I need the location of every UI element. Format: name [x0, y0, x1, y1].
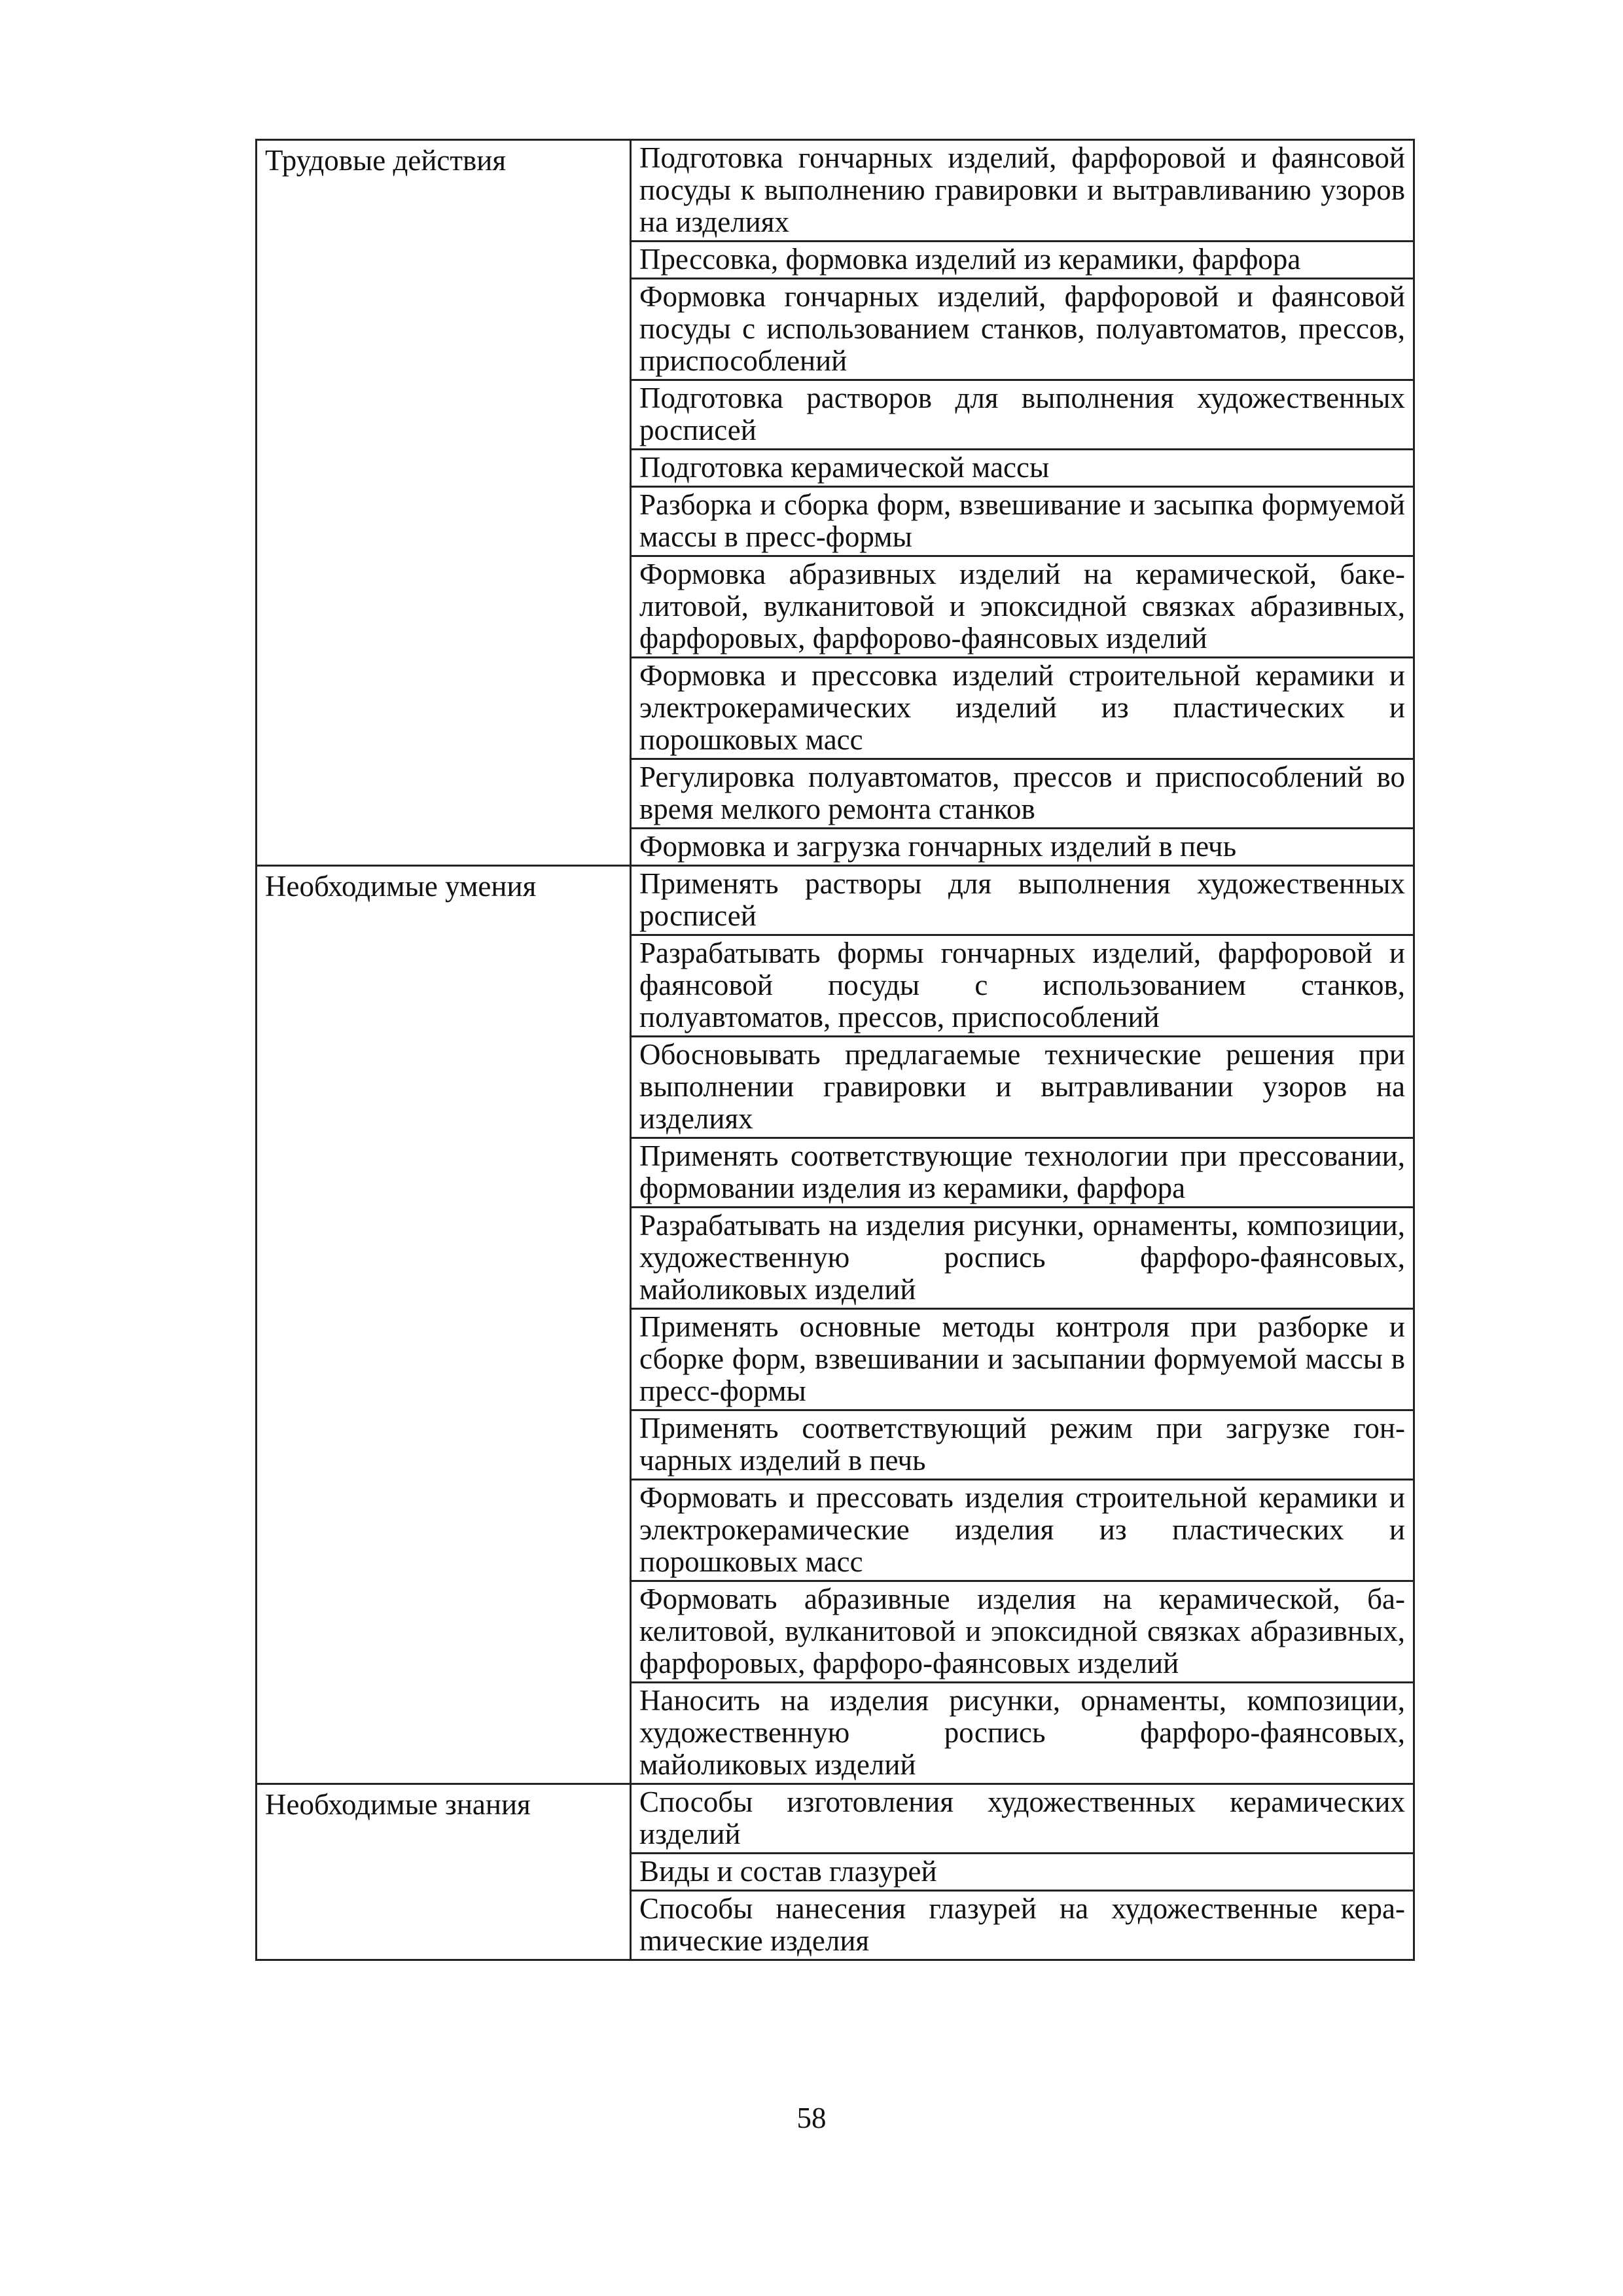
table-cell: Подготовка керамической массы	[631, 450, 1414, 487]
table-cell: Применять соответствующие технологии при прессовании, формовании изделия из керамики, фарфора	[631, 1138, 1414, 1208]
table-cell: Виды и состав глазурей	[631, 1854, 1414, 1891]
table-cell: Применять основные методы контроля при разборке и сборке форм, взвешивании и засыпании формуемой массы в пресс-формы	[631, 1309, 1414, 1410]
table-cell: Способы изготовления художественных керамических изделий	[631, 1784, 1414, 1854]
competency-table	[255, 139, 1415, 1961]
table-cell: Прессовка, формовка изделий из керамики, фарфора	[631, 242, 1414, 279]
table-cell: Применять соответствующий режим при загрузке гончарных изделий в печь	[631, 1410, 1414, 1480]
table-row	[257, 866, 1414, 935]
table-cell: Обосновывать предлагаемые технические решения при выполнении гравировки и вытравливании узоров на изделиях	[631, 1037, 1414, 1138]
table-cell: Формовать и прессовать изделия строительной керамики и электрокерамические изделия из пластических и порошковых масс	[631, 1480, 1414, 1581]
table-cell: Формовать абразивные изделия на керамической, бакелитовой, вулканитовой и эпоксидной связках абразивных, фарфоровых, фарфоро-фаянсовых изделий	[631, 1581, 1414, 1683]
table-cell: Формовка абразивных изделий на керамической, бакeлитовой, вулканитовой и эпоксидной связках абразивных, фарфоровых, фарфорово-фаянсовых изделий	[631, 556, 1414, 658]
table-cell: Подготовка растворов для выполнения художественных росписей	[631, 380, 1414, 450]
section-title-required-skills: Необходимые умения	[257, 866, 631, 1784]
table-cell: Способы нанесения глазурей на художественные кераmические изделия	[631, 1891, 1414, 1960]
table-cell: Формовка и загрузка гончарных изделий в печь	[631, 829, 1414, 866]
table-cell: Формовка и прессовка изделий строительной керамики и электрокерамических изделий из пластических и порошковых масс	[631, 658, 1414, 759]
table-cell: Разборка и сборка форм, взвешивание и засыпка формуемой массы в пресс-формы	[631, 487, 1414, 556]
section-title-labor-actions: Трудовые действия	[257, 140, 631, 866]
table-cell: Формовка гончарных изделий, фарфоровой и фаянсовой посуды с использованием станков, полуавтоматов, прессов, приспособлений	[631, 279, 1414, 380]
table-cell: Наносить на изделия рисунки, орнаменты, композиции, художественную роспись фарфоро-фаянсовых, майоликовых изделий	[631, 1683, 1414, 1784]
table-row	[257, 1784, 1414, 1854]
table-cell: Применять растворы для выполнения художественных росписей	[631, 866, 1414, 935]
table-cell: Разрабатывать на изделия рисунки, орнаменты, композиции, художественную роспись фарфоро-фаянсовых, майоликовых изделий	[631, 1208, 1414, 1309]
table-row	[257, 140, 1414, 242]
table-cell: Подготовка гончарных изделий, фарфоровой и фаянсовой посуды к выполнению гравировки и вытравливанию узоров на изделиях	[631, 140, 1414, 242]
table-cell: Регулировка полуавтоматов, прессов и приспособлений во время мелкого ремонта станков	[631, 759, 1414, 829]
section-title-required-knowledge: Необходимые знания	[257, 1784, 631, 1960]
page-number: 58	[796, 2102, 827, 2134]
table-cell: Разрабатывать формы гончарных изделий, фарфоровой и фаянсовой посуды с использованием станков, полуавтоматов, прессов, приспособлений	[631, 935, 1414, 1037]
